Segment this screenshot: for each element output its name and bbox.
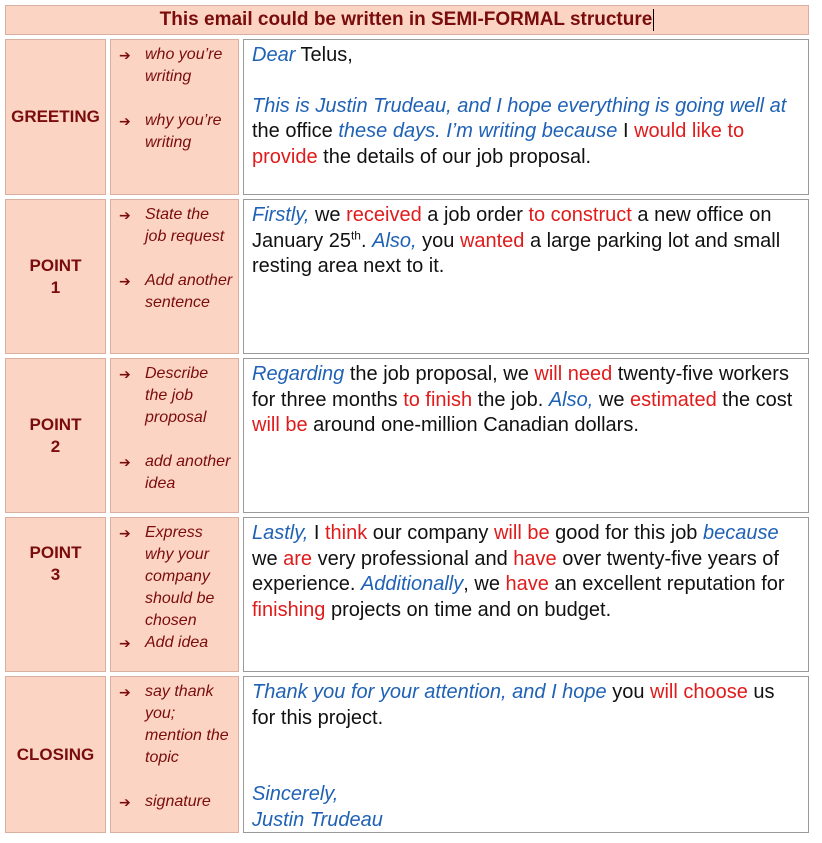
label-point-number: 1 (50, 277, 61, 297)
text-red: finishing (252, 598, 326, 621)
hint-text: why you’re writing (145, 112, 222, 151)
row-point-1 (5, 199, 809, 354)
label-point-3 (5, 517, 106, 672)
text-plain: a new office on January 25 (252, 204, 772, 252)
arrow-icon: ➔ (119, 684, 131, 700)
text-red: will need (534, 363, 613, 385)
label-greeting (5, 39, 106, 195)
label-point-word: POINT (29, 255, 82, 275)
text-plain: a large parking lot and small resting area next to it. (252, 229, 781, 277)
text-plain: very professional and (312, 547, 514, 570)
text-red: estimated (630, 388, 717, 411)
text-plain: we (593, 388, 630, 411)
hint-text: who you’re writing (145, 46, 223, 85)
label-point-word: POINT (29, 543, 82, 562)
text-plain: I (308, 522, 325, 544)
text-plain: good for this job (549, 522, 703, 544)
label-point-1 (5, 199, 106, 354)
label-point-2 (5, 358, 106, 513)
hint-text: add another idea (145, 453, 231, 492)
text-red: have (505, 573, 549, 595)
hint-point-1 (110, 199, 239, 354)
text-red: to construct (528, 204, 632, 226)
text-plain: twenty-five workers for three months (252, 363, 789, 411)
text-plain: you (416, 229, 460, 252)
text-plain: an excellent reputation for (548, 573, 785, 595)
label-point-number: 2 (50, 436, 61, 456)
hint-item (119, 681, 234, 769)
arrow-icon: ➔ (119, 273, 131, 289)
text-red: will be (252, 414, 308, 436)
text-plain: we (309, 204, 347, 226)
hint-text: Describe the job proposal (145, 365, 209, 426)
hint-text: State the job request (145, 206, 225, 245)
hint-item (119, 632, 234, 654)
row-point-2 (5, 358, 809, 513)
hint-item (119, 270, 234, 314)
hint-item (119, 522, 234, 632)
hint-item (119, 44, 234, 88)
text-blue: Lastly, (252, 522, 309, 544)
text-plain: the details of our job proposal. (317, 145, 592, 168)
text-plain: . (360, 229, 373, 252)
hint-item (119, 451, 234, 495)
hint-text: Add idea (145, 634, 209, 651)
hint-text: Express why your company should be chosen (145, 524, 215, 629)
signoff: Sincerely, (252, 783, 339, 805)
body-point-1 (243, 199, 809, 354)
text-blue: Also, (548, 388, 594, 411)
hint-greeting (110, 39, 239, 195)
text-plain: the job. (472, 388, 549, 411)
hint-point-2 (110, 358, 239, 513)
text-blue: Additionally (360, 573, 464, 595)
text-plain: our company (367, 522, 494, 544)
superscript: th (350, 227, 361, 242)
text-red: received (346, 204, 422, 226)
text-plain: Telus, (295, 44, 353, 66)
body-point-3 (243, 517, 809, 672)
text-plain: projects on time and on budget. (325, 598, 612, 621)
row-point-3 (5, 517, 809, 672)
arrow-icon: ➔ (119, 525, 131, 541)
text-blue: these days. I’m writing because (338, 120, 618, 142)
text-plain: the cost (716, 388, 793, 411)
text-plain: the job proposal, we (344, 363, 535, 385)
row-closing (5, 676, 809, 833)
hint-item (119, 110, 234, 154)
body-closing (243, 676, 809, 833)
hint-text: say thank you; mention the topic (145, 683, 229, 766)
hint-item (119, 791, 234, 813)
arrow-icon: ➔ (119, 635, 131, 651)
hint-closing (110, 676, 239, 833)
text-plain: you (606, 681, 651, 703)
text-red: are (283, 547, 313, 570)
text-plain: I (617, 120, 635, 142)
hint-item (119, 204, 234, 248)
label-closing-text: CLOSING (16, 744, 95, 764)
label-greeting-text: GREETING (11, 107, 100, 126)
text-blue: Regarding (252, 363, 345, 385)
body-greeting (243, 39, 809, 195)
hint-point-3 (110, 517, 239, 672)
arrow-icon: ➔ (119, 207, 131, 223)
arrow-icon: ➔ (119, 794, 131, 810)
text-red: will be (493, 522, 550, 544)
arrow-icon: ➔ (119, 366, 131, 382)
text-red: think (325, 522, 368, 544)
text-blue: Dear (252, 44, 296, 66)
text-plain: over twenty-five years of experience. (252, 547, 779, 595)
text-red: will choose (650, 681, 748, 703)
text-red: would like to provide (252, 120, 745, 168)
arrow-icon: ➔ (119, 113, 131, 129)
text-blue: Firstly, (252, 204, 310, 226)
hint-item (119, 363, 234, 429)
body-point-2 (243, 358, 809, 513)
arrow-icon: ➔ (119, 454, 131, 470)
label-point-word: POINT (29, 414, 82, 434)
hint-text: Add another sentence (145, 272, 233, 311)
text-plain: a job order (421, 204, 529, 226)
document-title (5, 5, 809, 35)
signature-name: Justin Trudeau (252, 808, 383, 831)
text-blue: Thank you for your attention, and I hope (252, 681, 607, 703)
arrow-icon: ➔ (119, 47, 131, 63)
hint-text: signature (145, 793, 211, 810)
text-plain: the office (252, 120, 339, 142)
row-greeting (5, 39, 809, 195)
text-plain: us for this project. (252, 681, 775, 729)
text-blue: This is Justin Trudeau, and I hope everything is going well at (252, 94, 787, 117)
text-plain: we (252, 547, 284, 570)
text-blue: because (703, 522, 779, 544)
text-red: have (513, 547, 557, 570)
text-cursor (653, 9, 654, 31)
text-plain: , we (463, 573, 506, 595)
title-text: This email could be written in SEMI-FORMAL structure (159, 9, 653, 30)
text-blue: Also, (372, 229, 417, 252)
text-red: to finish (403, 388, 473, 411)
label-closing (5, 676, 106, 833)
text-plain: around one-million Canadian dollars. (307, 414, 639, 436)
label-point-number: 3 (50, 565, 61, 584)
text-red: wanted (459, 229, 525, 252)
